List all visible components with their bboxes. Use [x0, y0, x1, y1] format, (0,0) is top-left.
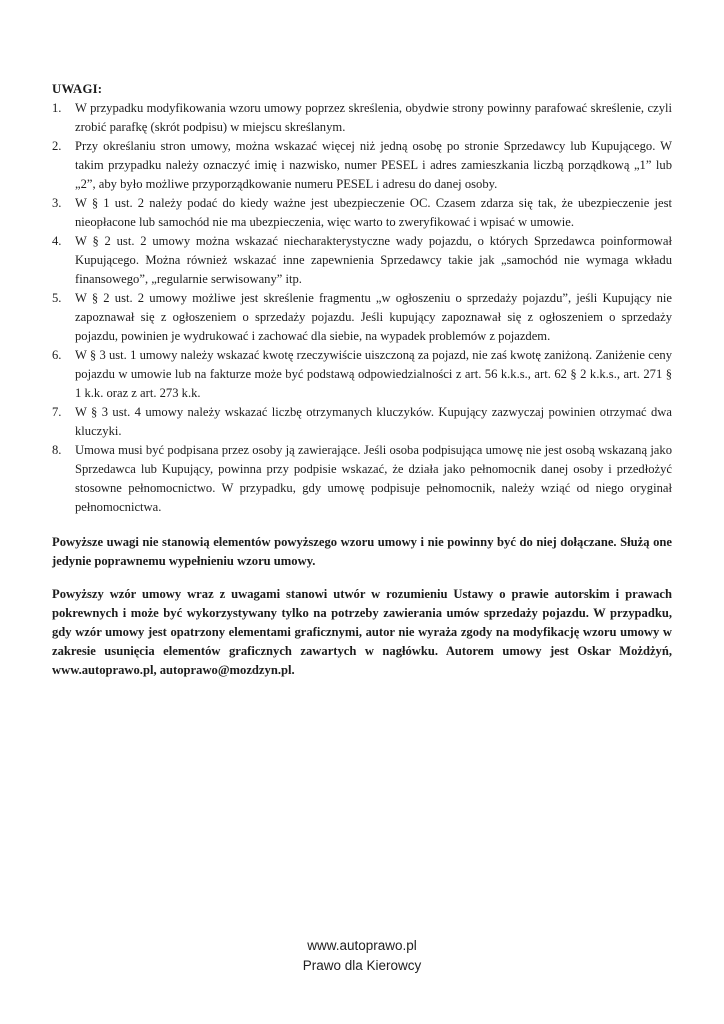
disclaimer-usage: Powyższe uwagi nie stanowią elementów powyższego wzoru umowy i nie powinny być do niej dołączane. Służą one jedynie poprawnemu wypełnieniu wzoru umowy. — [52, 535, 672, 568]
list-item — [52, 289, 672, 346]
notes-list — [52, 99, 672, 517]
list-item — [52, 346, 672, 403]
list-item-number: 8. — [52, 443, 62, 457]
list-item-number: 4. — [52, 234, 62, 248]
list-item — [52, 403, 672, 441]
list-item-text: W § 3 ust. 1 umowy należy wskazać kwotę rzeczywiście uiszczoną za pojazd, nie zaś kwotę zaniżoną. Zaniżenie ceny pojazdu w umowie lub na fakturze może być podstawą odpowiedzialności z art. 56 k.k.s., art. 62 § 2 k.k.s., art. 271 § 1 k.k. oraz z art. 273 k.k. — [75, 348, 672, 400]
list-item — [52, 137, 672, 194]
list-item-number: 6. — [52, 348, 62, 362]
list-item-number: 2. — [52, 139, 62, 153]
list-item-text: W § 1 ust. 2 należy podać do kiedy ważne jest ubezpieczenie OC. Czasem zdarza się tak, że ubezpieczenie jest nieopłacone lub samochód nie ma ubezpieczenia, więc warto to zweryfikować i wpisać w umowie. — [75, 196, 672, 229]
list-item — [52, 441, 672, 517]
list-item — [52, 194, 672, 232]
list-item-number: 5. — [52, 291, 62, 305]
list-item-number: 1. — [52, 101, 62, 115]
list-item — [52, 232, 672, 289]
list-item-text: W § 3 ust. 4 umowy należy wskazać liczbę otrzymanych kluczyków. Kupujący zazwyczaj powinien otrzymać dwa kluczyki. — [75, 405, 672, 438]
document-content — [52, 80, 672, 680]
list-item-text: W § 2 ust. 2 umowy możliwe jest skreślenie fragmentu „w ogłoszeniu o sprzedaży pojazdu”, jeśli Kupujący nie zapoznawał się z ogłoszeniem o sprzedaży pojazdu. Jeśli kupujący zapoznawał się z ogłoszeniem o sprzedaży pojazdu, powinien je wydrukować i zachować dla siebie, na wypadek problemów z pojazdem. — [75, 291, 672, 343]
footer-tagline: Prawo dla Kierowcy — [302, 958, 422, 973]
list-item-text: W § 2 ust. 2 umowy można wskazać niecharakterystyczne wady pojazdu, o których Sprzedawca poinformował Kupującego. Można również wskazać inne zapewnienia Sprzedawcy takie jak „samochód nie wymaga wkładu finansowego”, „regularnie serwisowany” itp. — [75, 234, 672, 286]
list-item-text: W przypadku modyfikowania wzoru umowy poprzez skreślenia, obydwie strony powinny parafować skreślenie, czyli zrobić parafkę (skrót podpisu) w miejscu skreślanym. — [75, 101, 672, 134]
footer-website: www.autoprawo.pl — [307, 938, 417, 953]
list-item-number: 3. — [52, 196, 62, 210]
list-item-text: Przy określaniu stron umowy, można wskazać więcej niż jedną osobę po stronie Sprzedawcy lub Kupującego. W takim przypadku należy oznaczyć imię i nazwisko, numer PESEL i adres zamieszkania liczbą porządkową „1” lub „2”, aby było możliwe przyporządkowanie numeru PESEL i adresu do danej osoby. — [75, 139, 672, 191]
page-footer — [0, 936, 724, 976]
disclaimer-copyright: Powyższy wzór umowy wraz z uwagami stanowi utwór w rozumieniu Ustawy o prawie autorskim i prawach pokrewnych i może być wykorzystywany tylko na potrzeby zawierania umów sprzedaży pojazdu. W przypadku, gdy wzór umowy jest opatrzony elementami graficznymi, autor nie wyraża zgody na modyfikację wzoru umowy w zakresie usunięcia elementów graficznych zawartych w nagłówku. Autorem umowy jest Oskar Możdżyń, www.autoprawo.pl, autoprawo@mozdzyn.pl. — [52, 587, 672, 677]
list-item — [52, 99, 672, 137]
list-item-text: Umowa musi być podpisana przez osoby ją zawierające. Jeśli osoba podpisująca umowę nie jest osobą wskazaną jako Sprzedawca lub Kupujący, powinna przy podpisie wskazać, że działa jako pełnomocnik danej osoby i przedłożyć stosowne pełnomocnictwo. W przypadku, gdy umowę podpisuje pełnomocnik, należy wziąć od niego oryginał pełnomocnictwa. — [75, 443, 672, 514]
list-item-number: 7. — [52, 405, 62, 419]
document-heading: UWAGI: — [52, 82, 103, 96]
